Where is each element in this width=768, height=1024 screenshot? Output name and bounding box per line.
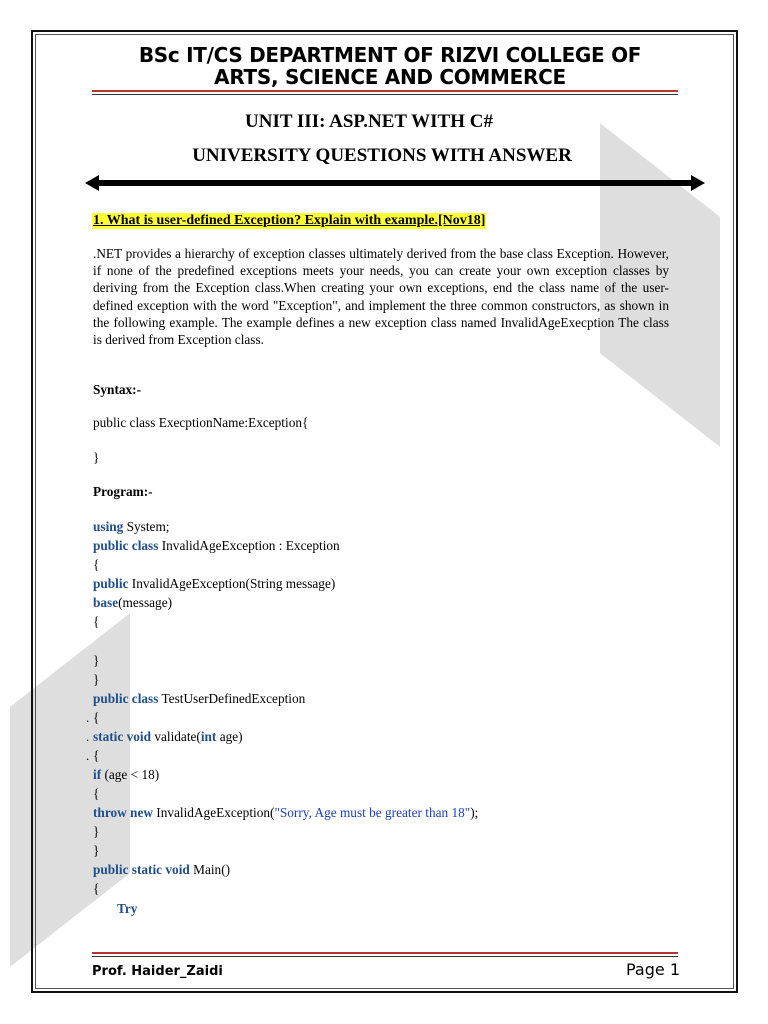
code-text: age) bbox=[216, 729, 243, 744]
code-text: InvalidAgeException( bbox=[152, 805, 275, 820]
code-text: TestUserDefinedException bbox=[158, 691, 306, 706]
code-line bbox=[93, 691, 305, 707]
code-line bbox=[93, 729, 243, 745]
intro-paragraph: .NET provides a hierarchy of exception classes ultimately derived from the base class Exception. However, if none of the predefined exceptions meets your needs, you can create your own exception classes by deriving from the Exception class.When creating your own exceptions, end the class name of the user-defined exception with the word "Exception", and implement the three common constructors, as shown in the following example. The example defines a new exception class named InvalidAgeExecption The class is derived from Exception class. bbox=[93, 246, 669, 348]
header-rule-red bbox=[92, 90, 678, 92]
code-text: InvalidAgeException : Exception bbox=[158, 538, 340, 553]
header-rule-dark bbox=[92, 94, 678, 95]
code-keyword: public class bbox=[93, 538, 159, 553]
header-line-2: ARTS, SCIENCE AND COMMERCE bbox=[214, 65, 566, 89]
code-text: (message) bbox=[118, 595, 173, 610]
footer-page-number: Page 1 bbox=[626, 960, 680, 979]
code-line bbox=[93, 862, 230, 878]
syntax-label: Syntax:- bbox=[93, 382, 142, 397]
code-line: } bbox=[93, 824, 100, 839]
code-line bbox=[93, 538, 340, 554]
code-text: System; bbox=[123, 519, 170, 534]
code-keyword: if bbox=[93, 767, 102, 782]
code-text: (age < 18) bbox=[101, 767, 160, 782]
footer-rule-red bbox=[92, 952, 678, 954]
code-line: { bbox=[93, 710, 100, 725]
code-line bbox=[93, 576, 335, 592]
question-heading: 1. What is user-defined Exception? Explain with example.[Nov18] bbox=[93, 213, 486, 228]
code-keyword: throw new bbox=[93, 805, 153, 820]
bullet-dot: . bbox=[86, 748, 90, 763]
program-label: Program:- bbox=[93, 484, 153, 499]
code-line: } bbox=[93, 653, 100, 668]
footer-rule-dark bbox=[92, 956, 678, 957]
unit-title: UNIT III: ASP.NET WITH C# bbox=[245, 111, 493, 132]
bullet-dot: . bbox=[86, 729, 90, 744]
code-line bbox=[117, 901, 137, 917]
code-line: { bbox=[93, 786, 100, 801]
code-line bbox=[93, 519, 170, 535]
bullet-dot: . bbox=[86, 710, 90, 725]
code-text: validate( bbox=[151, 729, 201, 744]
code-keyword: int bbox=[200, 729, 217, 744]
code-line bbox=[93, 805, 478, 821]
code-line: { bbox=[93, 881, 100, 896]
code-line: } bbox=[93, 843, 100, 858]
code-keyword: base bbox=[93, 595, 119, 610]
code-text: ); bbox=[470, 805, 479, 820]
footer-author: Prof. Haider_Zaidi bbox=[92, 964, 223, 979]
syntax-line-1: public class ExecptionName:Exception{ bbox=[93, 415, 309, 430]
code-line bbox=[93, 767, 159, 783]
code-line: { bbox=[93, 557, 100, 572]
code-string: "Sorry, Age must be greater than 18" bbox=[274, 805, 471, 820]
code-keyword: using bbox=[93, 519, 124, 534]
syntax-line-2: } bbox=[93, 450, 100, 465]
code-text: InvalidAgeException(String message) bbox=[128, 576, 336, 591]
code-text: Main() bbox=[189, 862, 231, 877]
code-keyword: static void bbox=[93, 729, 151, 744]
code-keyword: public bbox=[93, 576, 129, 591]
code-keyword: public static void bbox=[93, 862, 190, 877]
code-keyword: Try bbox=[117, 901, 138, 916]
double-arrow-divider bbox=[85, 174, 705, 192]
code-line bbox=[93, 595, 172, 611]
header-line-1: BSc IT/CS DEPARTMENT OF RIZVI COLLEGE OF bbox=[138, 43, 642, 67]
code-line: { bbox=[93, 614, 100, 629]
code-line: } bbox=[93, 672, 100, 687]
code-line: { bbox=[93, 748, 100, 763]
unit-subtitle: UNIVERSITY QUESTIONS WITH ANSWER bbox=[192, 145, 572, 166]
code-keyword: public class bbox=[93, 691, 159, 706]
